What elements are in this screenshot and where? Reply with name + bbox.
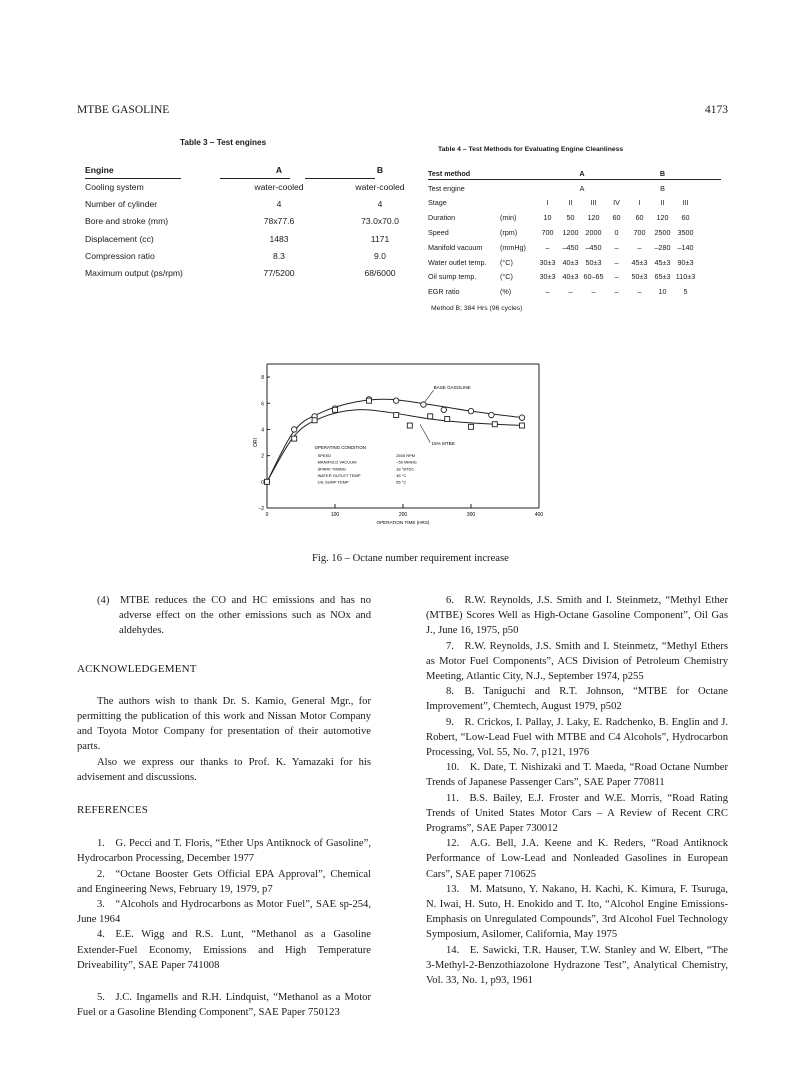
table-cell: 65±3 bbox=[654, 272, 671, 282]
ack-paragraph-2: Also we express our thanks to Prof. K. Yamazaki for his advisement and discussions. bbox=[77, 756, 371, 783]
data-point-base-gasoline bbox=[292, 427, 297, 432]
x-tick-label: 100 bbox=[330, 512, 340, 518]
reference-item: 13. M. Matsuno, Y. Nakano, H. Kachi, K. Kimura, F. Tsuruga, N. Iwai, H. Suto, H. Enokido and T. Ito, “Alcohol Engine Emissions-Emphasis on Unregulated Compounds”, 3rd Alcohol Fuel Technology Symposium, Asilomer, California, May 1975 bbox=[426, 883, 728, 941]
table-cell: I bbox=[638, 198, 641, 208]
table-row bbox=[85, 195, 425, 212]
base-gasoline-curve bbox=[267, 399, 522, 485]
table-cell: (rpm) bbox=[500, 228, 518, 238]
table-cell: – bbox=[545, 242, 550, 252]
figure-16-chart bbox=[240, 360, 560, 535]
figure-caption: Fig. 16 – Octane number requirement increase bbox=[312, 553, 509, 564]
table-cell: water-cooled bbox=[254, 181, 304, 192]
table-cell: – bbox=[637, 287, 642, 297]
data-point-mtbe bbox=[407, 423, 412, 428]
table-row bbox=[428, 181, 697, 196]
table-cell: 9.0 bbox=[374, 250, 386, 261]
table3 bbox=[85, 162, 425, 282]
y-tick-label: 2 bbox=[261, 453, 264, 460]
reference-item: 14. E. Sawicki, T.R. Hauser, T.W. Stanley and W. Elbert, “The 3-Methyl-2-Benzothiazolone Hydrazone Test”, Analytical Chemistry, Vol. 33, No. 1, p93, 1961 bbox=[426, 944, 728, 987]
y-tick-label: 6 bbox=[261, 401, 264, 408]
chart-marks bbox=[264, 397, 524, 485]
condition-label: SPEED bbox=[317, 453, 332, 459]
table-cell: 700 bbox=[633, 228, 646, 238]
x-tick-label: 400 bbox=[534, 512, 544, 518]
ack-heading: ACKNOWLEDGEMENT bbox=[77, 662, 197, 675]
data-point-base-gasoline bbox=[519, 415, 524, 420]
table-row bbox=[428, 284, 697, 299]
chart-curves bbox=[267, 399, 522, 485]
data-point-mtbe bbox=[492, 422, 497, 427]
table-cell: 5 bbox=[683, 287, 688, 297]
reference-item: 11. B.S. Bailey, E.J. Froster and W.E. Morris, “Road Rating Trends of United States Motor Cars – A Review of Recent CRC Programs”, SAE Paper 730012 bbox=[426, 792, 728, 835]
table-cell: 68/6000 bbox=[364, 268, 396, 279]
table-cell: –280 bbox=[654, 242, 671, 252]
table-cell: B bbox=[660, 183, 665, 193]
y-tick-label: 0 bbox=[261, 479, 264, 486]
chart-axes bbox=[253, 364, 543, 525]
table-cell: (%) bbox=[500, 287, 512, 297]
table-row bbox=[85, 213, 425, 230]
series-pointer-mtbe bbox=[420, 424, 430, 442]
x-tick-label: 200 bbox=[398, 512, 408, 518]
table-cell: 60 bbox=[681, 213, 690, 223]
table4-footnote: Method B; 384 Hrs (96 cycles) bbox=[431, 305, 523, 312]
condition-value: 2500 RPM bbox=[396, 453, 416, 459]
conditions-title: OPERATING CONDITION bbox=[314, 445, 366, 451]
data-point-base-gasoline bbox=[394, 398, 399, 403]
condition-label: MANIFOLD VACUUM bbox=[317, 459, 357, 465]
page-number: 4173 bbox=[705, 104, 728, 116]
reference-item: 7. R.W. Reynolds, J.S. Smith and I. Steinmetz, “Methyl Ethers as Motor Fuel Components”, ACS Division of Petroleum Chemistry Meeting, Atlantic City, N.J., September 1974, p255 bbox=[426, 640, 728, 683]
data-point-mtbe bbox=[312, 418, 317, 423]
table3-rule-a bbox=[220, 178, 290, 179]
data-point-mtbe bbox=[265, 479, 270, 484]
reference-item: 10. K. Date, T. Nishizaki and T. Maeda, “Road Octane Number Trends of Japanese Passenger Cars”, SAE Paper 770811 bbox=[426, 762, 728, 789]
table-cell: –450 bbox=[585, 242, 602, 252]
data-point-mtbe bbox=[445, 416, 450, 421]
reference-item: 12. A.G. Bell, J.A. Keene and K. Reders, “Road Antiknock Performance of Low-Lead and Nonleaded Gasolines in European Cars”, SAE paper 710625 bbox=[426, 838, 728, 880]
references-heading: REFERENCES bbox=[77, 804, 149, 817]
table3-rule-b bbox=[305, 178, 375, 179]
table-cell: Stage bbox=[428, 198, 447, 208]
right-column bbox=[426, 593, 728, 988]
table-header-cell: B bbox=[376, 165, 384, 175]
table-cell: (min) bbox=[500, 213, 517, 223]
reference-item: 4. E.E. Wigg and R.S. Lunt, “Methanol as a Gasoline Extender-Fuel Economy, Emissions and High Temperature Driveability”, SAE Paper 741008 bbox=[77, 929, 371, 971]
table-cell: 120 bbox=[656, 213, 669, 223]
table-cell: 30±3 bbox=[539, 272, 556, 282]
table-cell: (°C) bbox=[500, 272, 513, 282]
table-cell: III bbox=[682, 198, 689, 208]
table3-header bbox=[85, 162, 425, 178]
y-axis-label: ORI bbox=[253, 438, 259, 447]
table-cell: 1483 bbox=[269, 233, 289, 244]
table-cell bbox=[500, 196, 536, 211]
table-cell: 77/5200 bbox=[263, 268, 295, 279]
table-row bbox=[85, 264, 425, 281]
table3-rule-engine bbox=[85, 178, 181, 179]
table-cell: Maximum output (ps/rpm) bbox=[85, 268, 183, 279]
table-cell: 45±3 bbox=[654, 257, 671, 267]
table3-title: Table 3 – Test engines bbox=[180, 138, 267, 147]
table-cell: 2500 bbox=[654, 228, 671, 238]
condition-label: OIL SUMP TEMP bbox=[317, 479, 349, 485]
table-cell: 700 bbox=[541, 228, 554, 238]
table-cell: 110±3 bbox=[675, 272, 696, 282]
y-tick-label: 4 bbox=[261, 427, 264, 434]
table-cell: 10 bbox=[658, 287, 667, 297]
table-cell: – bbox=[637, 242, 642, 252]
table-cell: – bbox=[614, 257, 619, 267]
table-cell: 60 bbox=[635, 213, 644, 223]
table-cell: Water outlet temp. bbox=[428, 257, 487, 267]
table-cell: II bbox=[568, 198, 573, 208]
table4-title: Table 4 – Test Methods for Evaluating Engine Cleanliness bbox=[438, 146, 624, 153]
table-row bbox=[428, 255, 697, 270]
table-header-cell: A bbox=[579, 168, 585, 178]
series-pointer-base bbox=[425, 390, 434, 402]
table-cell: EGR ratio bbox=[428, 287, 460, 297]
table-cell: 10 bbox=[543, 213, 552, 223]
table-cell: 2000 bbox=[585, 228, 602, 238]
table-cell: – bbox=[545, 287, 550, 297]
table-cell: 40±3 bbox=[562, 272, 579, 282]
x-tick-label: 0 bbox=[265, 512, 269, 518]
table-cell: 73.0x70.0 bbox=[361, 216, 399, 227]
table-cell: IV bbox=[613, 198, 620, 208]
data-point-mtbe bbox=[333, 407, 338, 412]
series-label-base-gasoline: BASE GASOLINE bbox=[433, 384, 471, 390]
reference-item: 3. “Alcohols and Hydrocarbons as Motor Fuel”, SAE sp-254, June 1964 bbox=[77, 899, 371, 926]
ack-paragraph-1: The authors wish to thank Dr. S. Kamio, General Mgr., for permitting the publication of this work and Nissan Motor Company and Toyota Motor Company for presentation of their automotive parts. bbox=[77, 695, 371, 753]
table-cell: (mmHg) bbox=[500, 242, 526, 252]
condition-value: 45 °C bbox=[396, 472, 407, 478]
reference-item: 1. G. Pecci and T. Floris, “Ether Ups Antiknock of Gasoline”, Hydrocarbon Processing, December 1977 bbox=[77, 838, 371, 865]
table-cell: –450 bbox=[562, 242, 579, 252]
table-cell: – bbox=[614, 287, 619, 297]
table-cell: II bbox=[660, 198, 665, 208]
table-cell: 4 bbox=[377, 198, 383, 209]
table-header-cell: Engine bbox=[85, 165, 114, 175]
data-point-base-gasoline bbox=[468, 408, 473, 413]
table4 bbox=[428, 166, 697, 299]
table-cell: 120 bbox=[587, 213, 600, 223]
table-cell: – bbox=[614, 272, 619, 282]
reference-item: 2. “Octane Booster Gets Official EPA Approval”, Chemical and Engineering News, February 19, 1979, p7 bbox=[77, 868, 371, 895]
data-point-base-gasoline bbox=[421, 402, 426, 407]
table-cell: III bbox=[590, 198, 597, 208]
table-cell: Bore and stroke (mm) bbox=[85, 216, 169, 227]
condition-label: SPARK TIMING bbox=[317, 466, 346, 472]
reference-item: 5. J.C. Ingamells and R.H. Lindquist, “Methanol as a Motor Fuel or a Gasoline Blending Component”, SAE Paper 750123 bbox=[77, 992, 371, 1019]
y-tick-label: −2 bbox=[258, 506, 264, 512]
table-cell: 60–65 bbox=[583, 272, 604, 282]
data-point-mtbe bbox=[394, 413, 399, 418]
table-cell: Oil sump temp. bbox=[428, 272, 477, 282]
table-row bbox=[85, 230, 425, 247]
table-cell: Number of cylinder bbox=[85, 198, 158, 209]
table-cell: Displacement (cc) bbox=[85, 233, 154, 244]
table-row bbox=[428, 270, 697, 285]
table-row bbox=[428, 196, 697, 211]
data-point-base-gasoline bbox=[441, 407, 446, 412]
data-point-mtbe bbox=[469, 424, 474, 429]
table-row bbox=[85, 178, 425, 195]
data-point-mtbe bbox=[428, 414, 433, 419]
table-cell: 78x77.6 bbox=[263, 216, 295, 227]
table-cell: Test engine bbox=[428, 183, 465, 193]
table-cell: 45±3 bbox=[631, 257, 648, 267]
table-row bbox=[428, 225, 697, 240]
table-cell: (°C) bbox=[500, 257, 513, 267]
table-cell: I bbox=[546, 198, 549, 208]
table-cell: Manifold vacuum bbox=[428, 242, 483, 252]
conclusion-item-4: (4) MTBE reduces the CO and HC emissions and has no adverse effect on the other emissions such as NOx and aldehydes. bbox=[97, 595, 371, 637]
data-point-mtbe bbox=[367, 398, 372, 403]
table-cell: 40±3 bbox=[562, 257, 579, 267]
left-column bbox=[77, 593, 371, 1020]
table-cell: Compression ratio bbox=[85, 250, 155, 261]
table4-rule-top bbox=[428, 179, 721, 180]
y-tick-label: 8 bbox=[261, 375, 264, 382]
table-cell: 0 bbox=[614, 228, 619, 238]
table-cell: Cooling system bbox=[85, 181, 144, 192]
data-point-mtbe bbox=[520, 423, 525, 428]
table-cell: 50±3 bbox=[585, 257, 602, 267]
condition-value: 65 °C bbox=[396, 479, 407, 485]
table-cell: water-cooled bbox=[355, 181, 405, 192]
table-cell: 60 bbox=[612, 213, 621, 223]
x-axis-label: OPERATION TIME (HRS) bbox=[376, 520, 430, 525]
table-cell: Speed bbox=[428, 228, 449, 238]
table-cell: A bbox=[579, 183, 585, 193]
table-cell: 50±3 bbox=[631, 272, 648, 282]
table-row bbox=[85, 247, 425, 264]
running-title: MTBE GASOLINE bbox=[77, 104, 170, 116]
x-tick-label: 300 bbox=[466, 512, 476, 518]
table-cell: 8.3 bbox=[273, 250, 285, 261]
condition-label: WATER OUTLET TEMP bbox=[317, 472, 361, 478]
condition-value: 18 °BTDC bbox=[396, 466, 415, 472]
table-cell: –140 bbox=[677, 242, 694, 252]
table-cell: 1171 bbox=[370, 233, 390, 244]
table-cell: – bbox=[614, 242, 619, 252]
table-row bbox=[428, 210, 697, 225]
table-header-cell: B bbox=[659, 168, 666, 178]
table-cell: 50 bbox=[566, 213, 575, 223]
data-point-mtbe bbox=[292, 436, 297, 441]
series-label-mtbe: 15% MTBE bbox=[431, 441, 455, 447]
table-cell: 1200 bbox=[562, 228, 579, 238]
reference-item: 9. R. Crickos, I. Pallay, J. Laky, E. Radchenko, B. Englin and J. Robert, “Low-Lead Fuel with MTBE and C4 Alcohols”, Hydrocarbon Processing, Vol. 55, No. 7, p121, 1976 bbox=[426, 716, 728, 759]
table-cell: – bbox=[568, 287, 573, 297]
table-cell: 3500 bbox=[677, 228, 694, 238]
condition-value: −50 MMHG bbox=[396, 459, 417, 465]
reference-item: 8. B. Taniguchi and R.T. Johnson, “MTBE for Octane Improvement”, Chemtech, August 1979, p502 bbox=[426, 686, 728, 713]
table-cell: – bbox=[591, 287, 596, 297]
table-header-cell: Test method bbox=[428, 168, 471, 178]
table-cell: 4 bbox=[276, 198, 282, 209]
data-point-base-gasoline bbox=[489, 412, 494, 417]
reference-item: 6. R.W. Reynolds, J.S. Smith and I. Steinmetz, “Methyl Ether (MTBE) Scores Well as High-Octane Gasoline Component”, Oil Gas J., June 16, 1975, p50 bbox=[426, 595, 728, 637]
table-cell: 30±3 bbox=[539, 257, 556, 267]
table-cell: 90±3 bbox=[677, 257, 694, 267]
table-cell: Duration bbox=[428, 213, 456, 223]
table-header-cell: A bbox=[275, 165, 283, 175]
table-row bbox=[428, 240, 697, 255]
